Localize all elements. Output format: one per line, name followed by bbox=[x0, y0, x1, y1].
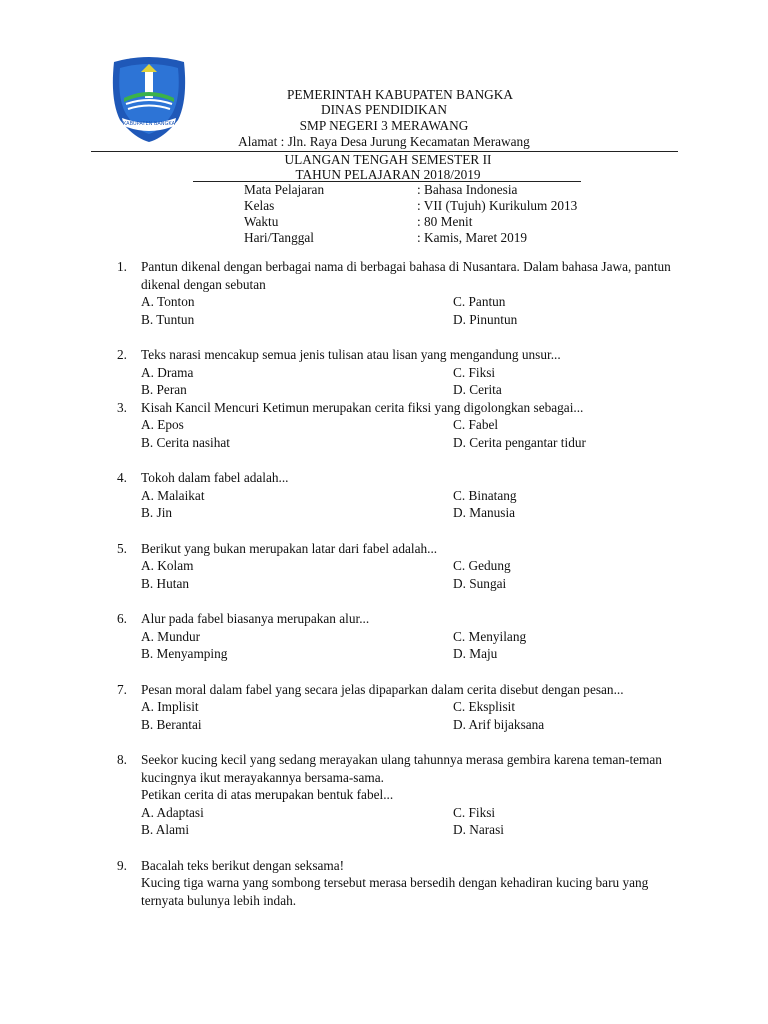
option-b: B. Peran bbox=[141, 382, 187, 397]
meta-value-class: : VII (Tujuh) Kurikulum 2013 bbox=[417, 198, 578, 213]
option-c: C. Fiksi bbox=[453, 804, 496, 820]
meta-label-class: Kelas bbox=[244, 198, 275, 213]
option-c: C. Fiksi bbox=[453, 364, 496, 380]
option-d: D. Cerita bbox=[453, 382, 502, 397]
answer-options bbox=[141, 698, 677, 733]
option-c: C. Fabel bbox=[453, 417, 499, 432]
option-b: B. Jin bbox=[141, 505, 173, 520]
meta-label-subject: Mata Pelajaran bbox=[244, 182, 325, 197]
option-d: D. Narasi bbox=[453, 822, 504, 837]
answer-options bbox=[141, 557, 677, 592]
question-list bbox=[117, 258, 677, 909]
question-text: Alur pada fabel biasanya merupakan alur... bbox=[141, 611, 370, 626]
option-a: A. Kolam bbox=[141, 558, 194, 573]
question-number: 6. bbox=[117, 611, 127, 626]
question-prompt: Petikan cerita di atas merupakan bentuk fabel... bbox=[141, 787, 394, 802]
question-text: Pesan moral dalam fabel yang secara jelas dipaparkan dalam cerita disebut dengan pesan... bbox=[141, 681, 624, 697]
option-a: A. Mundur bbox=[141, 628, 201, 644]
option-a: A. Malaikat bbox=[141, 487, 205, 503]
option-d: D. Maju bbox=[453, 646, 498, 661]
option-d: D. Pinuntun bbox=[453, 311, 518, 327]
question-text: Berikut yang bukan merupakan latar dari fabel adalah... bbox=[141, 540, 438, 556]
question-5 bbox=[117, 540, 677, 593]
option-a: A. Epos bbox=[141, 417, 184, 432]
option-c: C. Binatang bbox=[453, 487, 517, 503]
meta-label-date: Hari/Tanggal bbox=[244, 230, 314, 245]
option-d: D. Sungai bbox=[453, 575, 507, 591]
question-3 bbox=[117, 399, 677, 452]
question-text: Pantun dikenal dengan berbagai nama di berbagai bahasa di Nusantara. Dalam bahasa Jawa, pantun dikenal dengan sebutan bbox=[141, 259, 671, 292]
option-b: B. Menyamping bbox=[141, 646, 228, 661]
meta-value-date: : Kamis, Maret 2019 bbox=[417, 230, 528, 245]
school-address: Alamat : Jln. Raya Desa Jurung Kecamatan Merawang bbox=[238, 134, 530, 149]
logo-text: KABUPATEN BANGKA bbox=[122, 121, 176, 127]
answer-options bbox=[141, 487, 677, 522]
question-6 bbox=[117, 610, 677, 663]
question-text: Kisah Kancil Mencuri Ketimun merupakan cerita fiksi yang digolongkan sebagai... bbox=[141, 399, 584, 415]
option-b: B. Berantai bbox=[141, 716, 202, 732]
question-8 bbox=[117, 751, 677, 839]
option-b: B. Hutan bbox=[141, 575, 190, 591]
option-d: D. Manusia bbox=[453, 505, 516, 520]
meta-value-subject: : Bahasa Indonesia bbox=[417, 182, 518, 197]
option-b: B. Alami bbox=[141, 822, 190, 837]
question-2 bbox=[117, 346, 677, 399]
option-b: B. Tuntun bbox=[141, 311, 195, 327]
answer-options bbox=[141, 293, 677, 328]
option-a: A. Drama bbox=[141, 364, 194, 380]
question-number: 4. bbox=[117, 470, 127, 485]
answer-options bbox=[141, 804, 677, 839]
academic-year: TAHUN PELAJARAN 2018/2019 bbox=[295, 167, 481, 182]
question-text: Teks narasi mencakup semua jenis tulisan atau lisan yang mengandung unsur... bbox=[141, 347, 561, 362]
answer-options bbox=[141, 364, 677, 399]
option-d: D. Arif bijaksana bbox=[453, 716, 545, 732]
question-9 bbox=[117, 857, 677, 910]
meta-label-time: Waktu bbox=[244, 214, 279, 229]
question-1 bbox=[117, 258, 677, 328]
option-c: C. Menyilang bbox=[453, 628, 527, 644]
question-number: 3. bbox=[117, 399, 127, 415]
question-text: Tokoh dalam fabel adalah... bbox=[141, 470, 289, 485]
answer-options bbox=[141, 416, 677, 451]
question-number: 1. bbox=[117, 259, 127, 274]
question-7 bbox=[117, 681, 677, 734]
option-a: A. Implisit bbox=[141, 699, 199, 714]
option-c: C. Eksplisit bbox=[453, 699, 516, 714]
exam-title: ULANGAN TENGAH SEMESTER II bbox=[284, 152, 492, 167]
option-d: D. Cerita pengantar tidur bbox=[453, 434, 586, 450]
option-c: C. Gedung bbox=[453, 558, 511, 573]
question-number: 9. bbox=[117, 857, 127, 873]
question-text: Seekor kucing kecil yang sedang merayakan ulang tahunnya merasa gembira karena teman-teman kucingnya ikut merayakannya bersama-sama. bbox=[141, 752, 662, 785]
question-number: 7. bbox=[117, 681, 127, 697]
question-number: 2. bbox=[117, 347, 127, 362]
option-b: B. Cerita nasihat bbox=[141, 434, 230, 450]
question-number: 8. bbox=[117, 752, 127, 767]
reading-passage: Kucing tiga warna yang sombong tersebut merasa bersedih dengan kehadiran kucing baru yang ternyata bulunya lebih indah. bbox=[141, 875, 649, 908]
department-name: DINAS PENDIDIKAN bbox=[321, 102, 447, 117]
question-number: 5. bbox=[117, 540, 127, 556]
question-text: Bacalah teks berikut dengan seksama! bbox=[141, 857, 345, 873]
government-name: PEMERINTAH KABUPATEN BANGKA bbox=[287, 87, 513, 102]
option-a: A. Adaptasi bbox=[141, 804, 204, 820]
school-name: SMP NEGERI 3 MERAWANG bbox=[299, 118, 469, 133]
option-c: C. Pantun bbox=[453, 294, 506, 309]
meta-value-time: : 80 Menit bbox=[417, 214, 473, 229]
option-a: A. Tonton bbox=[141, 294, 195, 309]
answer-options bbox=[141, 628, 677, 663]
question-4 bbox=[117, 469, 677, 522]
